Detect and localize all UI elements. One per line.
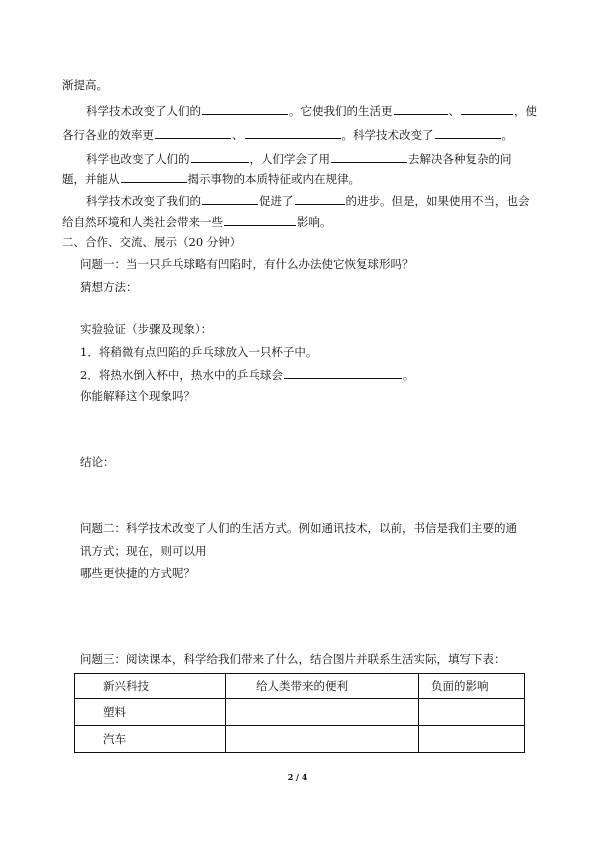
explain-prompt: 你能解释这个现象吗？ <box>80 389 195 403</box>
fill-blank[interactable] <box>202 193 258 205</box>
fill-blank[interactable] <box>295 193 345 205</box>
table-cell-tech: 汽车 <box>75 726 226 753</box>
fill-blank[interactable] <box>331 151 407 163</box>
table-cell-tech: 塑料 <box>75 699 226 726</box>
table-header-cell: 负面的影响 <box>419 674 525 699</box>
fill-blank[interactable] <box>224 214 296 226</box>
step-2: 2．将热水倒入杯中，热水中的乒乓球会 。 <box>80 368 415 382</box>
fill-blank[interactable] <box>191 151 249 163</box>
question-2-line-1: 问题二：科学技术改变了人们的生活方式。例如通讯技术，以前，书信是我们主要的通 <box>80 521 517 535</box>
text-line-3: 各行各业的效率更 、 。科学技术改变了 。 <box>62 128 513 142</box>
table-row <box>75 726 525 753</box>
verify-label: 实验验证（步骤及现象）： <box>80 322 213 336</box>
guess-label: 猜想方法： <box>80 280 138 294</box>
section-heading: 二、合作、交流、展示（20 分钟） <box>62 235 242 249</box>
fill-blank[interactable] <box>121 171 187 183</box>
question-2-line-2: 讯方式；现在，则可以用 <box>80 544 207 558</box>
text-line-1: 渐提高。 <box>62 78 108 92</box>
text-line-6: 科学技术改变了我们的 促进了 的进步。但是，如果使用不当，也会 <box>86 194 530 208</box>
table-cell-negative[interactable] <box>419 726 525 753</box>
fill-blank[interactable] <box>461 103 513 115</box>
fill-blank[interactable] <box>202 103 288 115</box>
text-line-2: 科学技术改变了人们的 。它使我们的生活更 、 ，使 <box>86 104 537 118</box>
page-number: 2 / 4 <box>287 772 308 782</box>
fill-blank[interactable] <box>245 127 341 139</box>
conclusion-label: 结论： <box>80 455 115 469</box>
fill-blank[interactable] <box>155 127 231 139</box>
question-3: 问题三：阅读课本，科学给我们带来了什么，结合图片并联系生活实际，填写下表： <box>80 652 506 666</box>
fill-blank[interactable] <box>284 367 402 379</box>
table-cell-benefit[interactable] <box>226 726 419 753</box>
table-cell-negative[interactable] <box>419 699 525 726</box>
text-line-4: 科学也改变了人们的 ，人们学会了用 去解决各种复杂的问 <box>86 152 512 166</box>
table-header-row <box>75 674 525 699</box>
text-line-5: 题，并能从 揭示事物的本质特征或内在规律。 <box>62 172 360 186</box>
text-line-7: 给自然环境和人类社会带来一些 影响。 <box>62 215 332 229</box>
step-1: 1．将稍微有点凹陷的乒乓球放入一只杯子中。 <box>80 345 318 359</box>
table-header-cell: 给人类带来的便利 <box>226 674 419 699</box>
fill-blank[interactable] <box>435 127 501 139</box>
technology-table <box>74 673 525 753</box>
question-1: 问题一：当一只乒乓球略有凹陷时，有什么办法使它恢复球形吗？ <box>80 257 414 271</box>
table-header-cell: 新兴科技 <box>75 674 226 699</box>
question-2-line-3: 哪些更快捷的方式呢？ <box>80 566 195 580</box>
table-row <box>75 699 525 726</box>
fill-blank[interactable] <box>394 103 448 115</box>
table-cell-benefit[interactable] <box>226 699 419 726</box>
